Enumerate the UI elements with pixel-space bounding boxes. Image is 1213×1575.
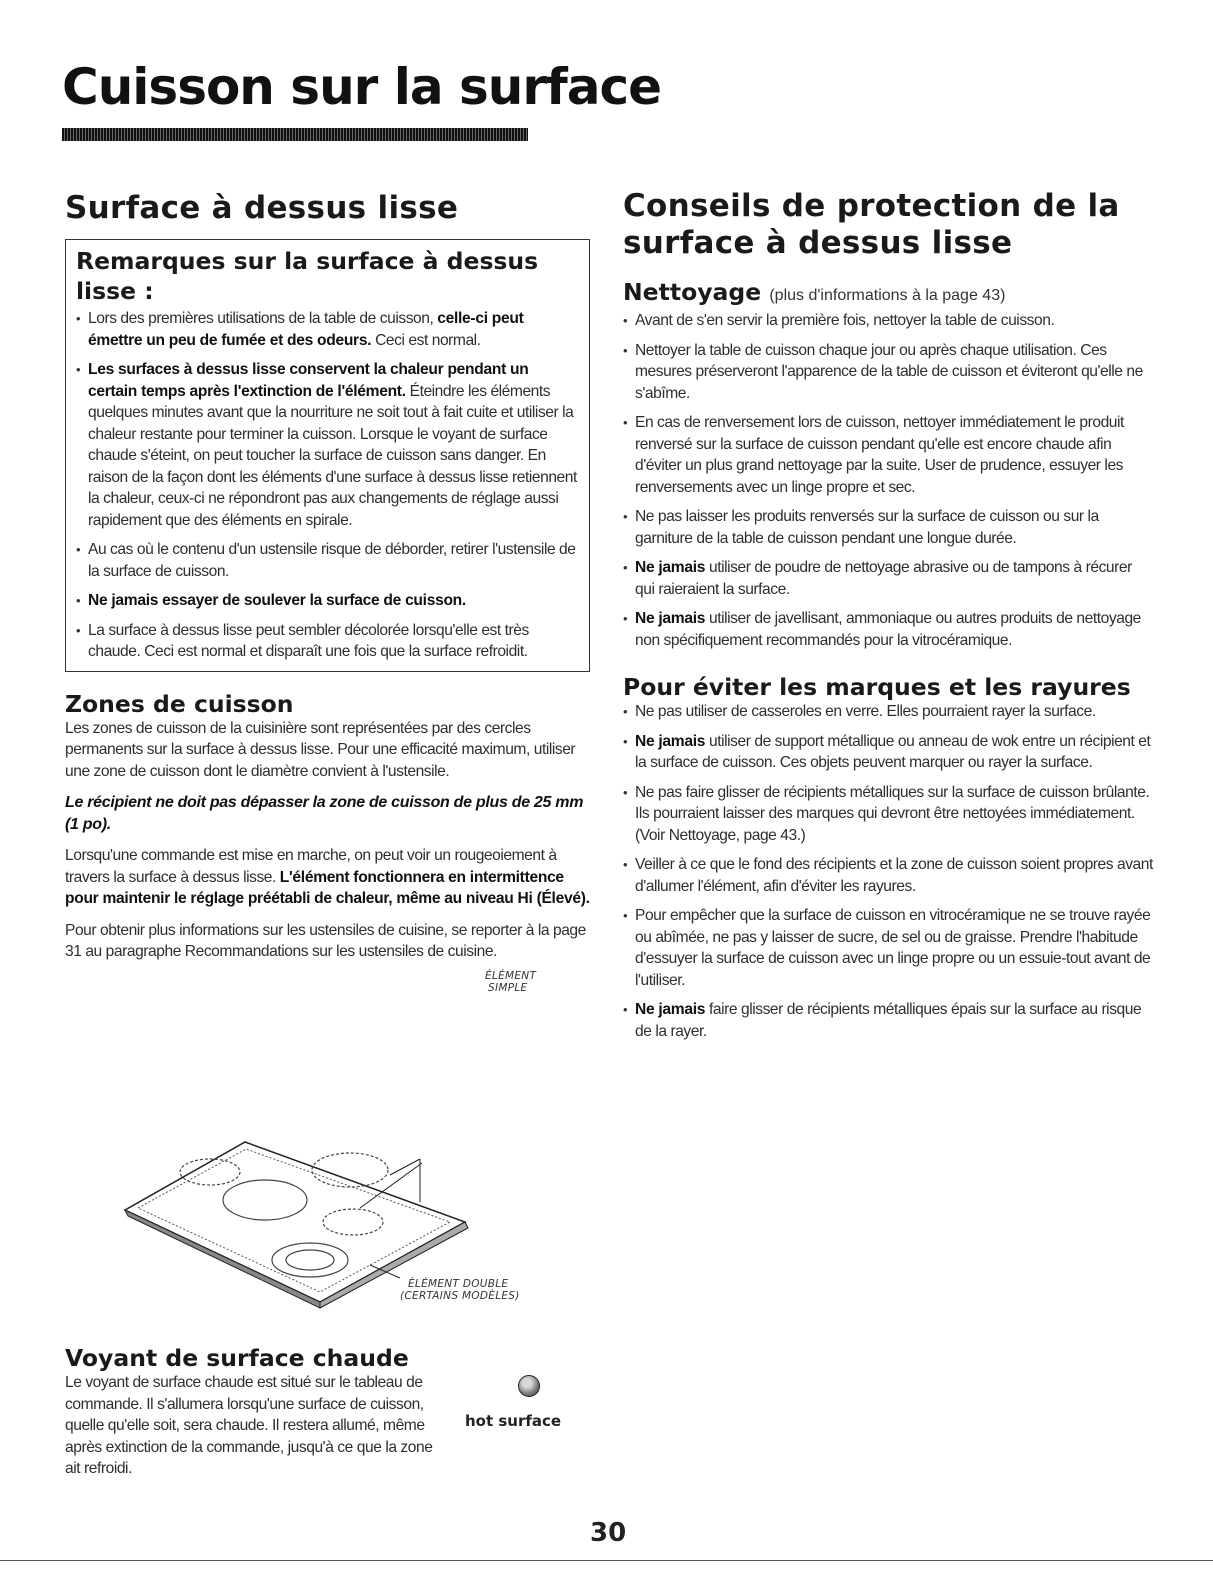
notes-item: • Les surfaces à dessus lisse conservent la chaleur pendant un certain temps après l'extinction de l'élément. Éteindre les éléments quelques minutes avant que la nourriture ne soit tout à fait cuite et utiliser la chaleur restante pour terminer la cuisson. Lorsque le voyant de surface chaude s'éteint, on peut toucher la surface de cuisson sans danger. En raison de la façon dont les éléments d'une surface à dessus lisse retiennent la chaleur, ceux-ci ne répondront pas aux changements de réglage aussi rapidement que des éléments en spirale. — [76, 359, 579, 531]
hot-surface-indicator — [465, 1370, 590, 1450]
notes-heading: Remarques sur la surface à dessus lisse : — [76, 247, 539, 305]
left-column — [65, 190, 590, 973]
cleaning-item: • En cas de renversement lors de cuisson, nettoyer immédiatement le produit renversé sur la surface de cuisson pendant qu'elle est encore chaude afin d'éviter un plus grand nettoyage par la suite. User de prudence, essuyer les renversements avec un linge propre et sec. — [623, 412, 1153, 498]
zones-paragraph-glow: Lorsqu'une commande est mise en marche, on peut voir un rougeoiement à travers la surface à dessus lisse. L'élément fonctionnera en intermittence pour maintenir le réglage préétabli de chaleur, même au niveau Hi (Élevé). — [65, 847, 590, 907]
label-double-element: ÉLÉMENT DOUBLE — [408, 1278, 509, 1290]
marks-item: • Ne jamais utiliser de support métallique ou anneau de wok entre un récipient et la surface de cuisson. Ces objets peuvent marquer ou rayer la surface. — [623, 731, 1153, 774]
marks-item: • Ne pas utiliser de casseroles en verre. Elles pourraient rayer la surface. — [623, 701, 1153, 723]
marks-item: • Pour empêcher que la surface de cuisson en vitrocéramique ne se trouve rayée ou abîmée, ne pas y laisser de sucre, de sel ou de graisse. Prendre l'habitude d'essuyer la surface de cuisson avec un linge propre ou un essuie-tout avant de l'utiliser. — [623, 905, 1153, 991]
notes-item: • Ne jamais essayer de soulever la surface de cuisson. — [76, 590, 579, 612]
marks-item: • Ne pas faire glisser de récipients métalliques sur la surface de cuisson brûlante. Ils pourraient laisser des marques qui devront être nettoyées immédiatement. (Voir Nettoyage, page 43.) — [623, 782, 1153, 847]
notes-list — [76, 308, 579, 663]
cooktop-diagram — [70, 960, 590, 1325]
marks-list — [623, 701, 1153, 1042]
hot-surface-label: hot surface — [465, 1412, 562, 1430]
label-double-element-2: (CERTAINS MODÈLES) — [400, 1290, 520, 1302]
cleaning-item: • Avant de s'en servir la première fois, nettoyer la table de cuisson. — [623, 310, 1153, 332]
cleaning-item: • Ne jamais utiliser de javellisant, ammoniaque ou autres produits de nettoyage non spécifiquement recommandés pour la vitrocéramique. — [623, 608, 1153, 651]
label-single-element: ÉLÉMENT — [485, 970, 537, 982]
label-single-element-2: SIMPLE — [488, 982, 528, 994]
cooktop-drawing — [70, 960, 590, 1325]
zones-heading: Zones de cuisson — [65, 689, 294, 718]
section-heading-protection: Conseils de protection de la surface à dessus lisse — [623, 188, 1120, 261]
zones-body — [65, 718, 590, 963]
marks-item: • Ne jamais faire glisser de récipients métalliques épais sur la surface au risque de la rayer. — [623, 999, 1153, 1042]
zones-warning: Le récipient ne doit pas dépasser la zone de cuisson de plus de 25 mm (1 po). — [65, 794, 584, 833]
cleaning-list — [623, 310, 1153, 651]
hot-surface-heading: Voyant de surface chaude — [65, 1344, 409, 1372]
notes-item: • Au cas où le contenu d'un ustensile risque de déborder, retirer l'ustensile de la surface de cuisson. — [76, 539, 579, 582]
footer-rule — [0, 1560, 1213, 1561]
hot-surface-section — [65, 1344, 485, 1490]
section-heading-smooth-top: Surface à dessus lisse — [65, 190, 459, 226]
cleaning-heading: Nettoyage (plus d'informations à la page 43) — [623, 278, 1006, 306]
page-number: 30 — [590, 1518, 627, 1548]
notes-box — [65, 239, 590, 672]
cleaning-item: • Ne pas laisser les produits renversés sur la surface de cuisson ou sur la garniture de la table de cuisson pendant une longue durée. — [623, 506, 1153, 549]
marks-item: • Veiller à ce que le fond des récipients et la zone de cuisson soient propres avant d'allumer l'élément, afin d'éviter les rayures. — [623, 854, 1153, 897]
title-rule — [62, 128, 528, 141]
right-column — [623, 188, 1153, 1050]
notes-item: • Lors des premières utilisations de la table de cuisson, celle-ci peut émettre un peu de fumée et des odeurs. Ceci est normal. — [76, 308, 579, 351]
cleaning-item: • Ne jamais utiliser de poudre de nettoyage abrasive ou de tampons à récurer qui raieraient la surface. — [623, 557, 1153, 600]
cleaning-item: • Nettoyer la table de cuisson chaque jour ou après chaque utilisation. Ces mesures préserveront l'apparence de la table de cuisson et éviteront qu'elle ne s'abîme. — [623, 340, 1153, 405]
zones-paragraph: Les zones de cuisson de la cuisinière sont représentées par des cercles permanents sur la surface à dessus lisse. Pour une efficacité maximum, utiliser une zone de cuisson dont le diamètre convient à l'ustensile. — [65, 719, 576, 780]
zones-paragraph-ref: Pour obtenir plus informations sur les ustensiles de cuisine, se reporter à la page 31 au paragraphe Recommandations sur les ustensiles de cuisine. — [65, 921, 586, 960]
hot-surface-text: Le voyant de surface chaude est situé sur le tableau de commande. Il s'allumera lorsqu'une surface de cuisson, quelle qu'elle soit, sera chaude. Il restera allumé, même après extinction de la commande, jusqu'à ce que la zone ait refroidi. — [65, 1374, 433, 1477]
notes-item: • La surface à dessus lisse peut sembler décolorée lorsqu'elle est très chaude. Ceci est normal et disparaît une fois que la surface refroidit. — [76, 620, 579, 663]
page-title: Cuisson sur la surface — [62, 58, 662, 116]
hot-surface-light-icon — [518, 1375, 540, 1397]
marks-heading: Pour éviter les marques et les rayures — [623, 673, 1131, 701]
